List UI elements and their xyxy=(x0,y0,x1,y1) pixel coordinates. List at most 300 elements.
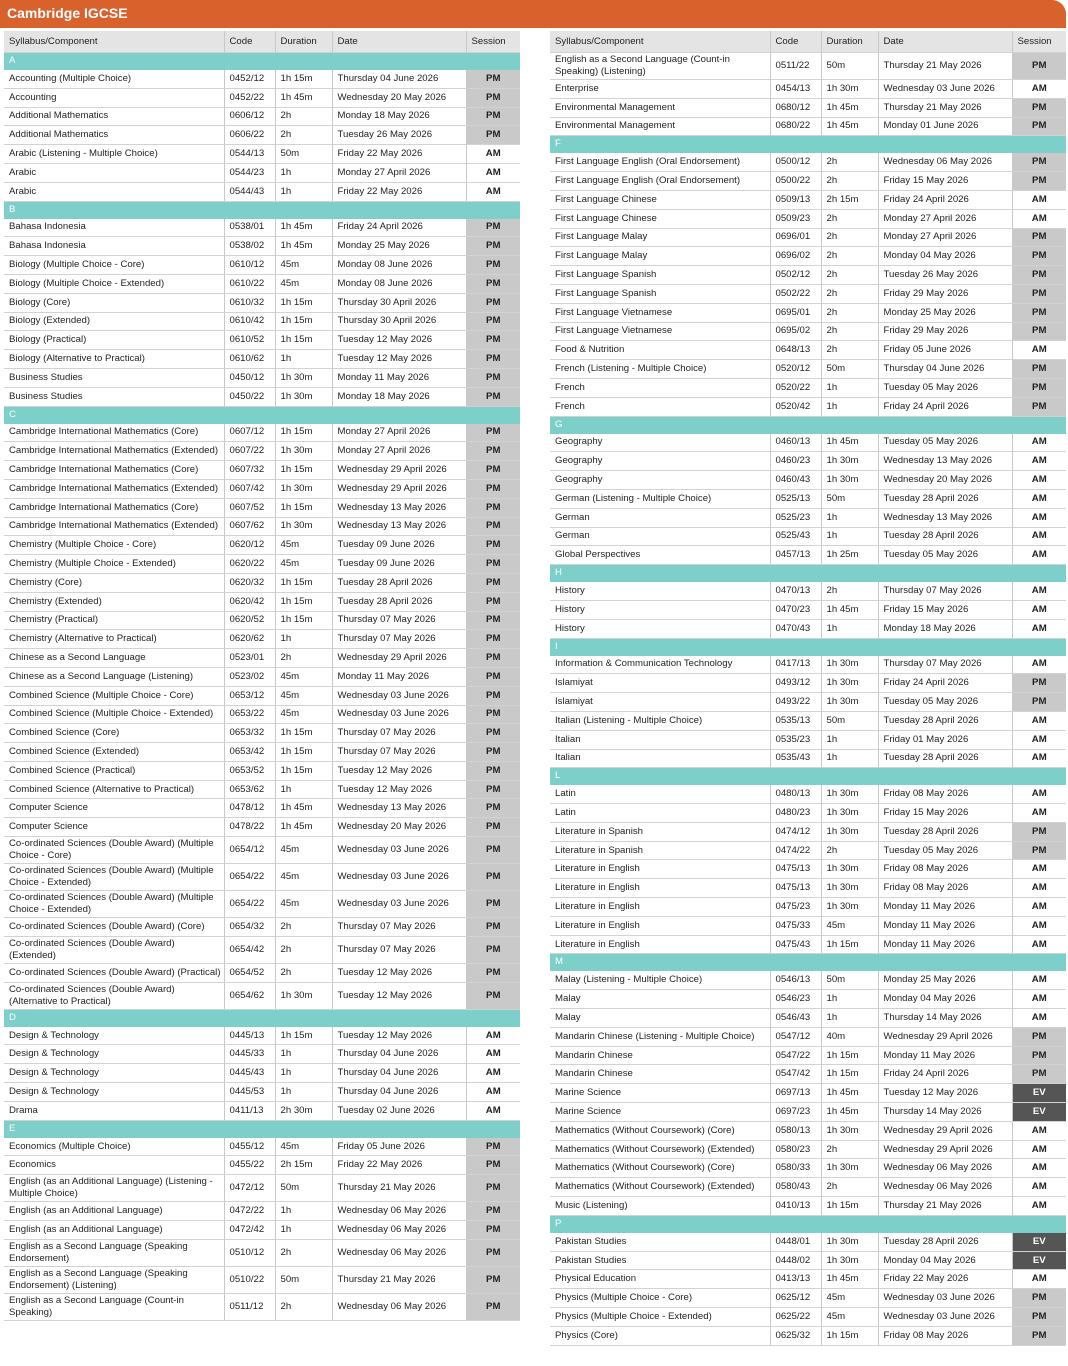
syllabus-cell: History xyxy=(550,582,770,601)
date-cell: Monday 27 April 2026 xyxy=(332,442,466,461)
table-row xyxy=(550,53,1066,80)
col-header-date: Date xyxy=(332,31,466,53)
session-badge: PM xyxy=(466,611,520,630)
session-badge: PM xyxy=(1012,1289,1066,1308)
section-letter-row xyxy=(4,1009,520,1026)
syllabus-cell: Islamiyat xyxy=(550,693,770,712)
syllabus-cell: Design & Technology xyxy=(4,1045,224,1064)
date-cell: Monday 11 May 2026 xyxy=(878,1046,1012,1065)
session-badge: PM xyxy=(466,274,520,293)
code-cell: 0452/12 xyxy=(224,70,275,89)
table-row xyxy=(550,341,1066,360)
table-row xyxy=(4,1202,520,1221)
section-letter-row xyxy=(550,768,1066,785)
code-cell: 0697/23 xyxy=(770,1103,821,1122)
syllabus-cell: Cambridge International Mathematics (Extended) xyxy=(4,479,224,498)
table-row xyxy=(4,1101,520,1120)
syllabus-cell: First Language Vietnamese xyxy=(550,303,770,322)
code-cell: 0450/22 xyxy=(224,387,275,406)
session-badge: PM xyxy=(466,368,520,387)
date-cell: Wednesday 13 May 2026 xyxy=(332,517,466,536)
table-row xyxy=(550,1178,1066,1197)
table-row xyxy=(550,916,1066,935)
date-cell: Friday 24 April 2026 xyxy=(878,397,1012,416)
syllabus-cell: Co-ordinated Sciences (Double Award) (Multiple Choice - Core) xyxy=(4,837,224,864)
date-cell: Thursday 21 May 2026 xyxy=(878,98,1012,117)
session-badge: PM xyxy=(466,705,520,724)
session-badge: EV xyxy=(1012,1251,1066,1270)
date-cell: Friday 22 May 2026 xyxy=(332,145,466,164)
duration-cell: 1h 15m xyxy=(275,70,332,89)
code-cell: 0511/22 xyxy=(770,53,821,80)
syllabus-cell: Mandarin Chinese (Listening - Multiple Choice) xyxy=(550,1027,770,1046)
date-cell: Thursday 07 May 2026 xyxy=(332,724,466,743)
col-header-duration: Duration xyxy=(821,31,878,53)
code-cell: 0620/42 xyxy=(224,592,275,611)
duration-cell: 45m xyxy=(821,1308,878,1327)
code-cell: 0470/13 xyxy=(770,582,821,601)
duration-cell: 1h xyxy=(821,378,878,397)
session-badge: AM xyxy=(1012,971,1066,990)
date-cell: Friday 05 June 2026 xyxy=(332,1137,466,1156)
table-row xyxy=(550,303,1066,322)
table-row xyxy=(550,711,1066,730)
syllabus-cell: Co-ordinated Sciences (Double Award) (Alternative to Practical) xyxy=(4,982,224,1009)
table-row xyxy=(550,1232,1066,1251)
duration-cell: 1h 25m xyxy=(821,546,878,565)
code-cell: 0535/13 xyxy=(770,711,821,730)
date-cell: Monday 11 May 2026 xyxy=(332,667,466,686)
duration-cell: 1h 15m xyxy=(275,611,332,630)
table-row xyxy=(550,546,1066,565)
session-badge: PM xyxy=(466,780,520,799)
session-badge: PM xyxy=(466,1137,520,1156)
table-row xyxy=(550,860,1066,879)
table-row xyxy=(4,331,520,350)
session-badge: PM xyxy=(466,442,520,461)
syllabus-cell: Malay xyxy=(550,990,770,1009)
duration-cell: 1h 15m xyxy=(275,423,332,442)
section-letter: C xyxy=(4,406,520,423)
table-row xyxy=(550,1197,1066,1216)
session-badge: AM xyxy=(1012,341,1066,360)
table-row xyxy=(4,1266,520,1293)
table-row xyxy=(550,1159,1066,1178)
duration-cell: 1h 30m xyxy=(821,879,878,898)
session-badge: PM xyxy=(1012,841,1066,860)
date-cell: Tuesday 12 May 2026 xyxy=(332,350,466,369)
code-cell: 0500/22 xyxy=(770,172,821,191)
syllabus-cell: Cambridge International Mathematics (Core) xyxy=(4,423,224,442)
table-row xyxy=(550,190,1066,209)
table-row xyxy=(550,452,1066,471)
col-header-duration: Duration xyxy=(275,31,332,53)
table-row xyxy=(4,1064,520,1083)
date-cell: Monday 25 May 2026 xyxy=(878,971,1012,990)
duration-cell: 1h 30m xyxy=(821,693,878,712)
syllabus-cell: French (Listening - Multiple Choice) xyxy=(550,360,770,379)
table-row xyxy=(4,630,520,649)
table-row xyxy=(4,256,520,275)
date-cell: Tuesday 28 April 2026 xyxy=(878,1232,1012,1251)
date-cell: Wednesday 03 June 2026 xyxy=(878,1308,1012,1327)
code-cell: 0457/13 xyxy=(770,546,821,565)
duration-cell: 1h 30m xyxy=(275,517,332,536)
session-badge: PM xyxy=(466,293,520,312)
table-row xyxy=(4,818,520,837)
session-badge: PM xyxy=(466,743,520,762)
table-row xyxy=(4,649,520,668)
syllabus-cell: Chemistry (Alternative to Practical) xyxy=(4,630,224,649)
date-cell: Tuesday 28 April 2026 xyxy=(332,573,466,592)
date-cell: Tuesday 28 April 2026 xyxy=(878,749,1012,768)
session-badge: PM xyxy=(466,982,520,1009)
duration-cell: 2h xyxy=(821,341,878,360)
table-row xyxy=(550,1140,1066,1159)
session-badge: PM xyxy=(466,837,520,864)
code-cell: 0472/22 xyxy=(224,1202,275,1221)
syllabus-cell: English as a Second Language (Speaking Endorsement) xyxy=(4,1239,224,1266)
session-badge: PM xyxy=(1012,247,1066,266)
date-cell: Monday 11 May 2026 xyxy=(878,935,1012,954)
date-cell: Thursday 14 May 2026 xyxy=(878,1103,1012,1122)
code-cell: 0607/22 xyxy=(224,442,275,461)
syllabus-cell: Co-ordinated Sciences (Double Award) (Practical) xyxy=(4,963,224,982)
code-cell: 0455/12 xyxy=(224,1137,275,1156)
syllabus-cell: Chemistry (Practical) xyxy=(4,611,224,630)
duration-cell: 2h xyxy=(821,1178,878,1197)
session-badge: EV xyxy=(1012,1232,1066,1251)
duration-cell: 1h 15m xyxy=(821,1197,878,1216)
duration-cell: 1h 15m xyxy=(275,498,332,517)
duration-cell: 50m xyxy=(275,1266,332,1293)
code-cell: 0493/12 xyxy=(770,674,821,693)
table-row xyxy=(550,117,1066,136)
duration-cell: 2h xyxy=(821,228,878,247)
table-row xyxy=(4,368,520,387)
syllabus-cell: Food & Nutrition xyxy=(550,341,770,360)
date-cell: Wednesday 20 May 2026 xyxy=(332,818,466,837)
code-cell: 0695/02 xyxy=(770,322,821,341)
code-cell: 0445/53 xyxy=(224,1083,275,1102)
date-cell: Monday 08 June 2026 xyxy=(332,274,466,293)
session-badge: AM xyxy=(1012,471,1066,490)
code-cell: 0610/62 xyxy=(224,350,275,369)
table-row xyxy=(4,611,520,630)
session-badge: PM xyxy=(466,864,520,891)
code-cell: 0410/13 xyxy=(770,1197,821,1216)
syllabus-cell: Cambridge International Mathematics (Extended) xyxy=(4,442,224,461)
session-badge: PM xyxy=(466,312,520,331)
date-cell: Thursday 21 May 2026 xyxy=(332,1266,466,1293)
section-letter-row xyxy=(4,201,520,218)
duration-cell: 1h xyxy=(821,990,878,1009)
syllabus-cell: Italian (Listening - Multiple Choice) xyxy=(550,711,770,730)
table-row xyxy=(550,360,1066,379)
date-cell: Wednesday 13 May 2026 xyxy=(878,452,1012,471)
duration-cell: 2h xyxy=(821,266,878,285)
duration-cell: 1h xyxy=(275,1064,332,1083)
table-row xyxy=(4,837,520,864)
duration-cell: 1h 15m xyxy=(821,935,878,954)
duration-cell: 50m xyxy=(821,971,878,990)
date-cell: Tuesday 28 April 2026 xyxy=(878,489,1012,508)
table-row xyxy=(550,284,1066,303)
section-letter: M xyxy=(550,954,1066,971)
duration-cell: 2h xyxy=(821,284,878,303)
section-letter-row xyxy=(4,1120,520,1137)
table-row xyxy=(550,935,1066,954)
duration-cell: 1h xyxy=(275,1202,332,1221)
section-letter-row xyxy=(550,1215,1066,1232)
session-badge: EV xyxy=(1012,1084,1066,1103)
table-row xyxy=(550,378,1066,397)
session-badge: PM xyxy=(466,517,520,536)
date-cell: Tuesday 28 April 2026 xyxy=(878,527,1012,546)
code-cell: 0500/12 xyxy=(770,153,821,172)
session-badge: PM xyxy=(466,387,520,406)
syllabus-cell: English (as an Additional Language) xyxy=(4,1202,224,1221)
date-cell: Wednesday 03 June 2026 xyxy=(332,705,466,724)
code-cell: 0606/22 xyxy=(224,126,275,145)
date-cell: Friday 29 May 2026 xyxy=(878,284,1012,303)
syllabus-cell: English as a Second Language (Count-in Speaking) xyxy=(4,1293,224,1320)
session-badge: PM xyxy=(466,686,520,705)
code-cell: 0607/12 xyxy=(224,423,275,442)
code-cell: 0654/52 xyxy=(224,963,275,982)
duration-cell: 2h xyxy=(275,126,332,145)
code-cell: 0610/52 xyxy=(224,331,275,350)
syllabus-cell: Design & Technology xyxy=(4,1026,224,1045)
date-cell: Monday 25 May 2026 xyxy=(332,237,466,256)
table-row xyxy=(550,1270,1066,1289)
syllabus-cell: Economics (Multiple Choice) xyxy=(4,1137,224,1156)
table-row xyxy=(4,1137,520,1156)
syllabus-cell: German xyxy=(550,527,770,546)
table-row xyxy=(550,247,1066,266)
duration-cell: 2h xyxy=(821,303,878,322)
session-badge: PM xyxy=(466,331,520,350)
code-cell: 0478/22 xyxy=(224,818,275,837)
syllabus-cell: Drama xyxy=(4,1101,224,1120)
code-cell: 0413/13 xyxy=(770,1270,821,1289)
table-row xyxy=(550,785,1066,804)
duration-cell: 1h 15m xyxy=(275,573,332,592)
session-badge: AM xyxy=(1012,582,1066,601)
session-badge: PM xyxy=(1012,98,1066,117)
session-badge: PM xyxy=(466,936,520,963)
table-row xyxy=(4,312,520,331)
duration-cell: 2h 15m xyxy=(821,190,878,209)
syllabus-cell: Enterprise xyxy=(550,80,770,99)
code-cell: 0607/42 xyxy=(224,479,275,498)
session-badge: AM xyxy=(1012,935,1066,954)
date-cell: Tuesday 02 June 2026 xyxy=(332,1101,466,1120)
table-row xyxy=(550,433,1066,452)
code-cell: 0654/62 xyxy=(224,982,275,1009)
duration-cell: 1h xyxy=(275,350,332,369)
code-cell: 0580/23 xyxy=(770,1140,821,1159)
table-row xyxy=(550,879,1066,898)
code-cell: 0525/43 xyxy=(770,527,821,546)
table-row xyxy=(550,841,1066,860)
syllabus-cell: English (as an Additional Language) xyxy=(4,1221,224,1240)
date-cell: Tuesday 12 May 2026 xyxy=(332,982,466,1009)
syllabus-cell: Physical Education xyxy=(550,1270,770,1289)
syllabus-cell: Mathematics (Without Coursework) (Extended) xyxy=(550,1178,770,1197)
syllabus-cell: Cambridge International Mathematics (Core) xyxy=(4,498,224,517)
table-row xyxy=(550,397,1066,416)
session-badge: AM xyxy=(1012,489,1066,508)
session-badge: PM xyxy=(1012,397,1066,416)
date-cell: Wednesday 06 May 2026 xyxy=(878,1178,1012,1197)
table-row xyxy=(4,936,520,963)
session-badge: PM xyxy=(1012,1046,1066,1065)
code-cell: 0480/13 xyxy=(770,785,821,804)
syllabus-cell: Literature in English xyxy=(550,916,770,935)
syllabus-cell: Combined Science (Core) xyxy=(4,724,224,743)
duration-cell: 45m xyxy=(275,536,332,555)
duration-cell: 2h xyxy=(821,172,878,191)
date-cell: Wednesday 06 May 2026 xyxy=(332,1221,466,1240)
date-cell: Friday 05 June 2026 xyxy=(878,341,1012,360)
duration-cell: 1h 30m xyxy=(275,368,332,387)
date-cell: Wednesday 06 May 2026 xyxy=(332,1239,466,1266)
code-cell: 0606/12 xyxy=(224,107,275,126)
date-cell: Thursday 04 June 2026 xyxy=(332,1064,466,1083)
table-row xyxy=(550,1251,1066,1270)
duration-cell: 1h 30m xyxy=(821,822,878,841)
table-row xyxy=(550,1046,1066,1065)
syllabus-cell: English as a Second Language (Count-in Speaking) (Listening) xyxy=(550,53,770,80)
table-row xyxy=(4,479,520,498)
duration-cell: 1h 15m xyxy=(275,592,332,611)
session-badge: PM xyxy=(1012,153,1066,172)
duration-cell: 40m xyxy=(821,1027,878,1046)
syllabus-cell: Environmental Management xyxy=(550,117,770,136)
date-cell: Friday 22 May 2026 xyxy=(332,182,466,201)
session-badge: AM xyxy=(1012,527,1066,546)
duration-cell: 45m xyxy=(275,864,332,891)
date-cell: Tuesday 05 May 2026 xyxy=(878,378,1012,397)
code-cell: 0472/42 xyxy=(224,1221,275,1240)
syllabus-cell: History xyxy=(550,600,770,619)
table-row xyxy=(550,1326,1066,1345)
duration-cell: 45m xyxy=(275,274,332,293)
table-row xyxy=(4,667,520,686)
date-cell: Tuesday 12 May 2026 xyxy=(332,1026,466,1045)
col-header-code: Code xyxy=(224,31,275,53)
syllabus-cell: Economics xyxy=(4,1156,224,1175)
syllabus-cell: First Language English (Oral Endorsement) xyxy=(550,153,770,172)
code-cell: 0538/02 xyxy=(224,237,275,256)
code-cell: 0520/12 xyxy=(770,360,821,379)
session-badge: PM xyxy=(1012,693,1066,712)
table-row xyxy=(4,1221,520,1240)
date-cell: Friday 15 May 2026 xyxy=(878,172,1012,191)
duration-cell: 2h xyxy=(821,153,878,172)
table-row xyxy=(4,274,520,293)
duration-cell: 45m xyxy=(275,667,332,686)
table-row xyxy=(550,898,1066,917)
table-row xyxy=(4,686,520,705)
date-cell: Wednesday 06 May 2026 xyxy=(332,1202,466,1221)
duration-cell: 50m xyxy=(821,489,878,508)
duration-cell: 45m xyxy=(275,256,332,275)
code-cell: 0535/23 xyxy=(770,730,821,749)
session-badge: AM xyxy=(1012,1159,1066,1178)
code-cell: 0445/33 xyxy=(224,1045,275,1064)
duration-cell: 2h xyxy=(275,963,332,982)
table-row xyxy=(4,88,520,107)
duration-cell: 1h xyxy=(821,749,878,768)
duration-cell: 2h 15m xyxy=(275,1156,332,1175)
code-cell: 0474/22 xyxy=(770,841,821,860)
date-cell: Friday 24 April 2026 xyxy=(878,674,1012,693)
code-cell: 0654/42 xyxy=(224,936,275,963)
syllabus-cell: Chinese as a Second Language (Listening) xyxy=(4,667,224,686)
table-row xyxy=(550,582,1066,601)
session-badge: AM xyxy=(1012,785,1066,804)
syllabus-cell: First Language English (Oral Endorsement) xyxy=(550,172,770,191)
session-badge: PM xyxy=(466,1293,520,1320)
code-cell: 0502/22 xyxy=(770,284,821,303)
table-header-row xyxy=(4,31,520,53)
date-cell: Wednesday 13 May 2026 xyxy=(332,799,466,818)
table-row xyxy=(4,1026,520,1045)
date-cell: Friday 24 April 2026 xyxy=(878,1065,1012,1084)
table-row xyxy=(4,743,520,762)
date-cell: Friday 15 May 2026 xyxy=(878,804,1012,823)
syllabus-cell: Physics (Core) xyxy=(550,1326,770,1345)
section-letter-row xyxy=(550,136,1066,153)
code-cell: 0452/22 xyxy=(224,88,275,107)
code-cell: 0546/23 xyxy=(770,990,821,1009)
date-cell: Tuesday 12 May 2026 xyxy=(878,1084,1012,1103)
syllabus-cell: First Language Spanish xyxy=(550,266,770,285)
syllabus-cell: Computer Science xyxy=(4,799,224,818)
session-badge: AM xyxy=(1012,1009,1066,1028)
duration-cell: 1h 45m xyxy=(275,799,332,818)
syllabus-cell: Physics (Multiple Choice - Extended) xyxy=(550,1308,770,1327)
syllabus-cell: Literature in Spanish xyxy=(550,822,770,841)
code-cell: 0653/52 xyxy=(224,761,275,780)
table-row xyxy=(4,891,520,918)
col-header-syllabus: Syllabus/Component xyxy=(550,31,770,53)
session-badge: PM xyxy=(466,423,520,442)
date-cell: Thursday 30 April 2026 xyxy=(332,293,466,312)
duration-cell: 1h xyxy=(821,619,878,638)
table-row xyxy=(4,423,520,442)
syllabus-cell: Pakistan Studies xyxy=(550,1251,770,1270)
code-cell: 0475/43 xyxy=(770,935,821,954)
table-row xyxy=(4,442,520,461)
date-cell: Wednesday 20 May 2026 xyxy=(878,471,1012,490)
syllabus-cell: Design & Technology xyxy=(4,1083,224,1102)
code-cell: 0475/33 xyxy=(770,916,821,935)
syllabus-cell: Literature in English xyxy=(550,935,770,954)
syllabus-cell: First Language Malay xyxy=(550,228,770,247)
duration-cell: 1h 45m xyxy=(275,218,332,237)
duration-cell: 50m xyxy=(275,145,332,164)
table-header-row xyxy=(550,31,1066,53)
syllabus-cell: Mandarin Chinese xyxy=(550,1065,770,1084)
table-row xyxy=(550,1103,1066,1122)
session-badge: PM xyxy=(1012,822,1066,841)
date-cell: Wednesday 03 June 2026 xyxy=(332,837,466,864)
table-row xyxy=(550,172,1066,191)
col-header-session: Session xyxy=(466,31,520,53)
